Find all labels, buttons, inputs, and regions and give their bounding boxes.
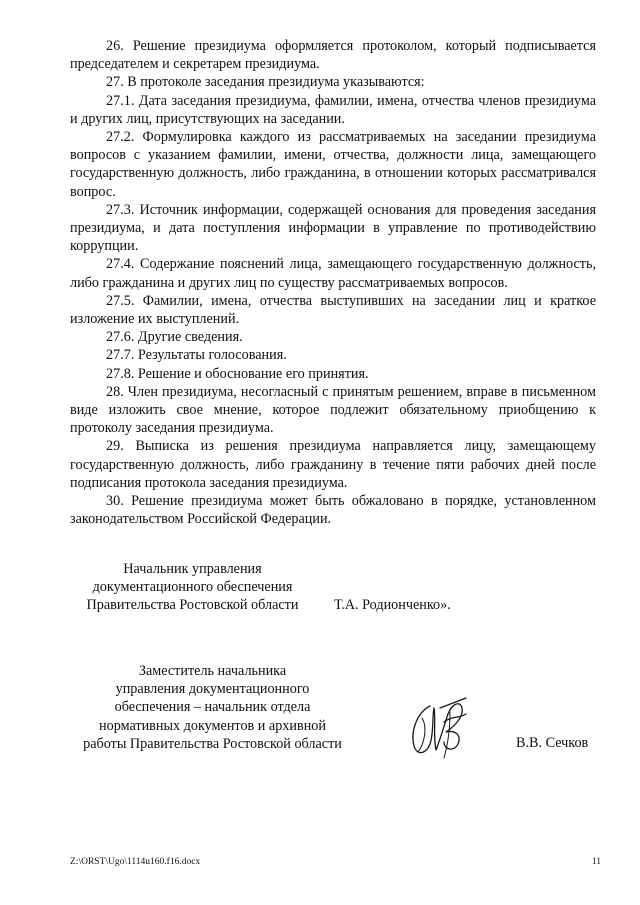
paragraph-27-8: 27.8. Решение и обоснование его принятия. [106, 365, 369, 382]
signature2-title-line: Заместитель начальника [138, 663, 287, 679]
paragraph-29: 29. Выписка из решения президиума направляется лицу, замещающему государственную должность, либо гражданину в течение пяти рабочих дней после подписания протокола заседания президиума. [70, 438, 596, 491]
paragraph-30: 30. Решение президиума может быть обжаловано в порядке, установленном законодательством Российской Федерации. [70, 493, 596, 528]
page-number: 11 [591, 857, 601, 867]
signature2-title-line: обеспечения – начальник отдела [114, 699, 311, 716]
signature1-title-line: Правительства Ростовской области [86, 597, 299, 614]
signature2-title-line: управления документационного [115, 681, 310, 698]
paragraph-27-6: 27.6. Другие сведения. [106, 329, 243, 346]
paragraph-27-4: 27.4. Содержание пояснений лица, замещающего государственную должность, либо гражданина и других лиц по существу рассматриваемых вопросов. [70, 256, 596, 291]
signature2-title-line: работы Правительства Ростовской области [83, 735, 342, 752]
handwritten-signature [400, 688, 480, 768]
document-body [70, 37, 596, 528]
signature2-title [70, 662, 355, 753]
signature1-title [70, 560, 315, 615]
signature2-title-line: нормативных документов и архивной [99, 717, 326, 734]
signature1-title-line: Начальник управления [123, 561, 262, 577]
signature1-title-line: документационного обеспечения [92, 579, 293, 596]
paragraph-27-7: 27.7. Результаты голосования. [106, 347, 287, 364]
paragraph-26: 26. Решение президиума оформляется протоколом, который подписывается председателем и секретарем президиума. [70, 38, 596, 73]
paragraph-28: 28. Член президиума, несогласный с принятым решением, вправе в письменном виде изложить свое мнение, которое подлежит обязательному приобщению к протоколу заседания президиума. [70, 383, 596, 437]
paragraph-27-3: 27.3. Источник информации, содержащей основания для проведения заседания президиума, и дата поступления информации в управление по противодействию коррупции. [70, 201, 596, 255]
paragraph-27-5: 27.5. Фамилии, имена, отчества выступивших на заседании лиц и краткое изложение их выступлений. [70, 292, 596, 328]
paragraph-27: 27. В протоколе заседания президиума указываются: [106, 74, 425, 91]
paragraph-27-1: 27.1. Дата заседания президиума, фамилии, имена, отчества членов президиума и других лиц, присутствующих на заседании. [70, 92, 596, 127]
signature2-name: В.В. Сечков [516, 735, 589, 751]
footer-file-path: Z:\ORST\Ugo\1114u160.f16.docx [70, 857, 201, 867]
paragraph-27-2: 27.2. Формулировка каждого из рассматриваемых на заседании президиума вопросов с указанием фамилии, имени, отчества, должности лица, замещающего государственную должность, либо гражданина, в отношении которых рассматривался вопрос. [70, 129, 596, 200]
signature1-name: Т.А. Родионченко». [334, 597, 451, 613]
